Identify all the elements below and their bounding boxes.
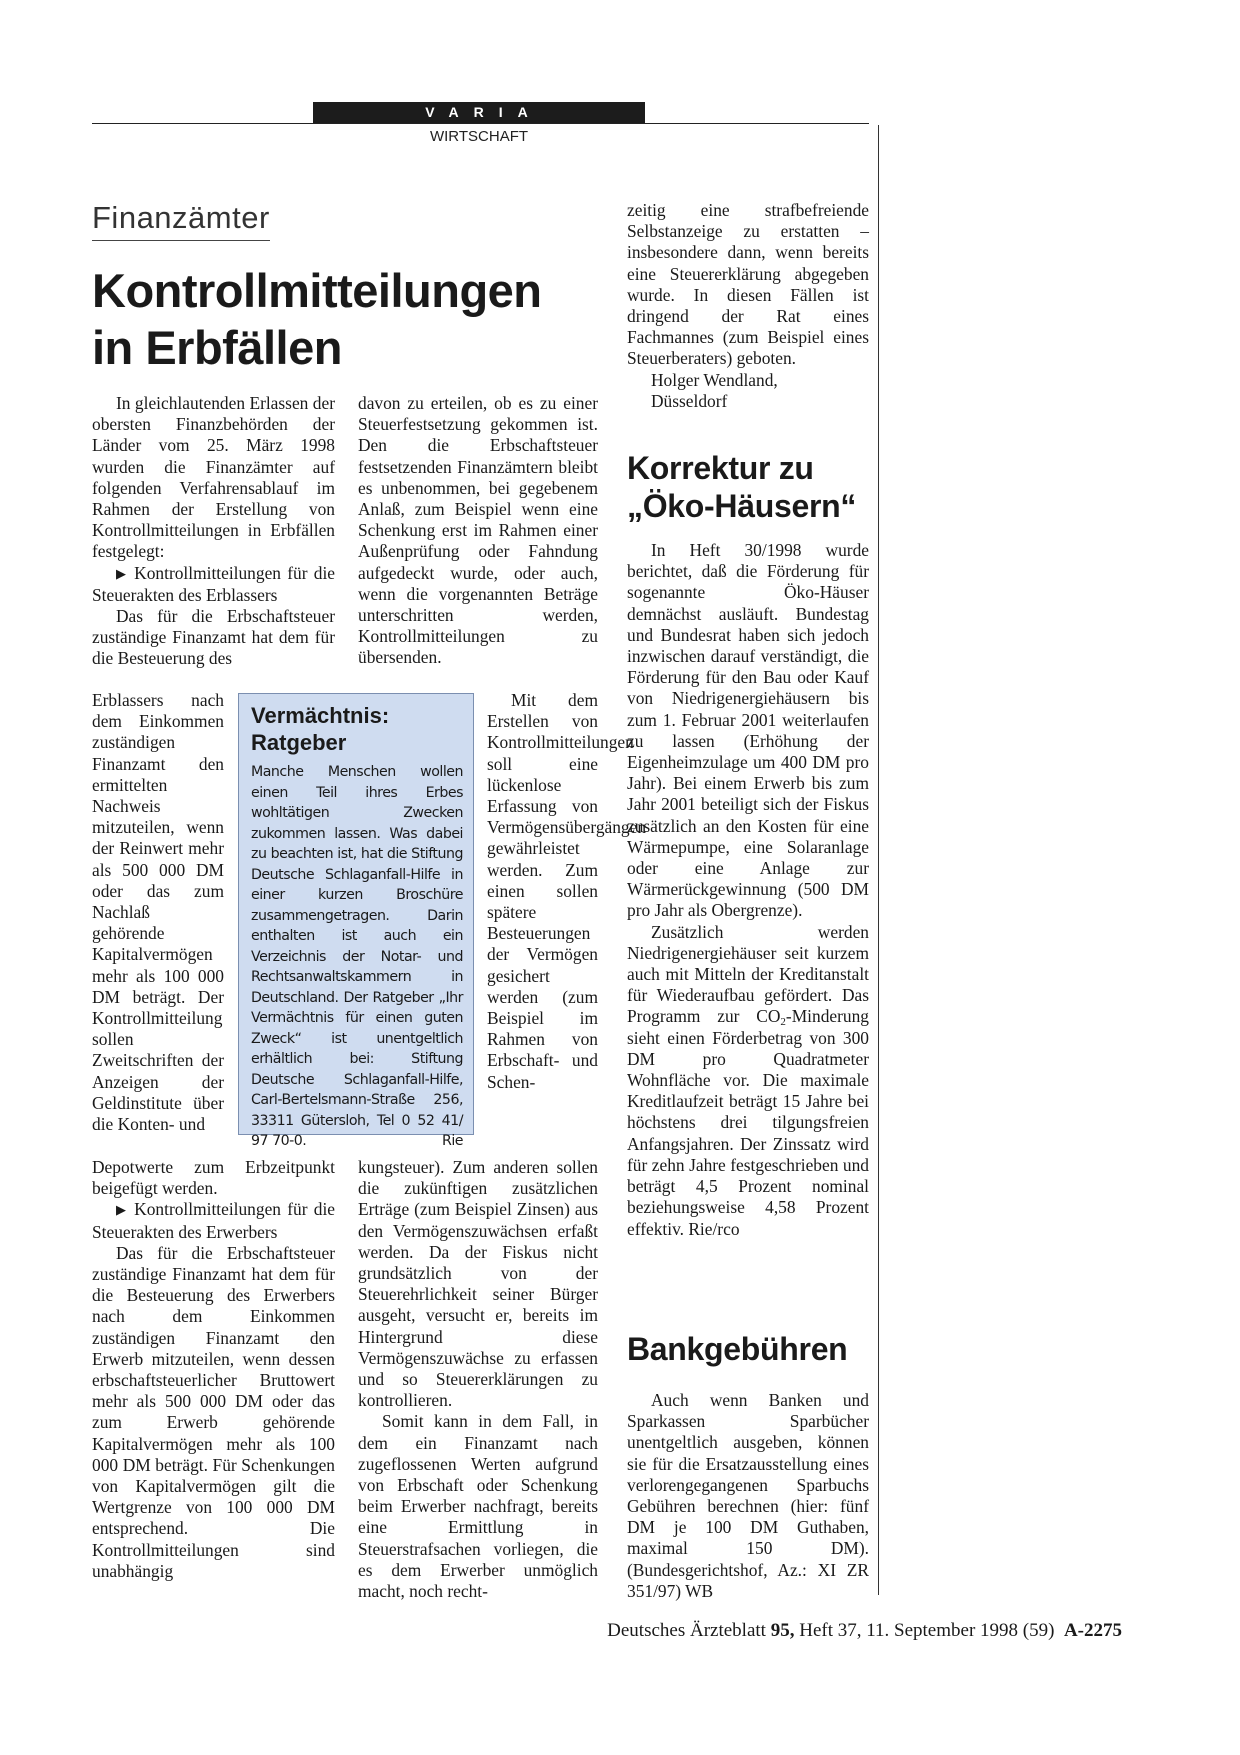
journal-volume: 95,: [770, 1620, 795, 1641]
author-city: Düsseldorf: [651, 390, 728, 411]
bullet-text: Kontrollmitteilungen für die Steuerakten des Erwerbers: [92, 1199, 335, 1242]
paragraph: Das für die Erbschaftsteuer zuständige Finanzamt hat dem für die Besteuerung des: [92, 606, 335, 669]
headline-line-1: Kontrollmitteilungen: [92, 264, 542, 317]
box-body: Manche Menschen wollen einen Teil ihres Erbes wohltätigen Zwecken zukommen lassen. Was dabei zu beachten ist, hat die Stiftung Deutsche Schlaganfall-Hilfe in einer kurzen Broschüre zusammengetragen. Darin enthalten ist auch ein Verzeichnis der Notar- und Rechtsanwaltskammern in Deutschland. Der Ratgeber „Ihr Vermächtnis für einen guten Zweck“ ist unentgeltlich erhältlich bei: Stiftung Deutsche Schlaganfall-Hilfe, Carl-Bertelsmann-Straße 256, 33311 Gütersloh, Tel 0 52 41/ 97 70-0.: [251, 764, 463, 1149]
box-title-line-2: Ratgeber: [251, 730, 347, 755]
headline-line-2: in Erbfällen: [92, 321, 342, 374]
column-2-bottom: [358, 1157, 598, 1602]
p2-part-b: -Minderung sieht einen Förderbetrag von 300 DM pro Quadratmeter Wohnfläche vor. Die maximale Kreditlaufzeit beträgt 15 Jahre bei höchstens drei tilgungsfreien Anfangsjahren. Der Zinssatz wird für zehn Jahre festgeschrieben und beträgt 4,5 Prozent nominal beziehungsweise 4,58 Prozent effektiv. Rie/rco: [627, 1006, 869, 1239]
paragraph: kungsteuer). Zum anderen sollen die zukünftigen zusätzlichen Erträge (zum Beispiel Zinsen) aus den Vermögenszuwächsen erfaßt werden. Da der Fiskus nicht grundsätzlich von der Steuerehrlichkeit seiner Bürger ausgeht, versucht er, bereits im Hintergrund diese Vermögenszuwächse zu erfassen und so Steuererklärungen zu kontrollieren.: [358, 1157, 598, 1411]
triangle-right-icon: ▶: [116, 565, 128, 581]
header-rule: [92, 123, 869, 124]
column-2-top: [358, 393, 598, 669]
bullet-text: Kontrollmitteilungen für die Steuerakten des Erblassers: [92, 562, 335, 605]
article-2-headline: [627, 449, 877, 525]
column-1-bottom: [92, 1157, 335, 1582]
paragraph: Mit dem Erstellen von Kontrollmitteilungen soll eine lückenlose Erfassung von Vermögensübergängen gewährleistet werden. Zum einen sollen spätere Besteuerungen der Vermögen gesichert werden (zum Beispiel im Rahmen von Erbschaft- und Schen-: [487, 690, 647, 1092]
page-number: A-2275: [1063, 1620, 1122, 1641]
box-title-line-1: Vermächtnis:: [251, 703, 390, 728]
box-sign: Rie: [441, 1133, 463, 1149]
column-rule: [878, 125, 879, 1595]
subscript: 2: [780, 1016, 786, 1029]
author-name: Holger Wendland,: [651, 369, 778, 390]
paragraph: Erblassers nach dem Einkommen zuständigen Finanzamt den ermittelten Nachweis mitzuteilen, wenn der Reinwert mehr als 500 000 DM oder das zum Nachlaß gehörende Kapitalvermögen mehr als 100 000 DM beträgt. Der Kontrollmitteilung sollen Zweitschriften der Anzeigen der Geldinstitute über die Konten- und: [92, 690, 224, 1135]
article-3-headline: Bankgebühren: [627, 1331, 848, 1367]
paragraph: zeitig eine strafbefreiende Selbstanzeige zu erstatten – insbesondere dann, wenn bereits eine Steuererklärung abgegeben wurde. In diesen Fällen ist dringend der Rat eines Fachmannes (zum Beispiel eines Steuerberaters) geboten.: [627, 200, 869, 369]
paragraph: [627, 922, 869, 1240]
paragraph: Das für die Erbschaftsteuer zuständige Finanzamt hat dem für die Besteuerung des Erwerbers nach dem Einkommen zuständigen Finanzamt den Erwerb mitzuteilen, wenn dessen erbschaftsteuerlicher Bruttowert mehr als 500 000 DM oder das zum Erwerb gehörende Kapitalvermögen mehr als 100 000 DM beträgt. Für Schenkungen von Kapitalvermögen gilt die Wertgrenze von 100 000 DM entsprechend. Die Kontrollmitteilungen sind unabhängig: [92, 1242, 335, 1581]
article-3-body: [627, 1390, 869, 1602]
header-label: VARIA: [313, 102, 645, 123]
article-headline: [92, 262, 612, 376]
paragraph: In Heft 30/1998 wurde berichtet, daß die Förderung für sogenannte Öko-Häuser demnächst ausläuft. Bundestag und Bundesrat haben sich jedoch inzwischen darauf verständigt, die Förderung für den Bau oder Kauf von Niedrigenergiehäusern bis zum 1. Februar 2001 weiterlaufen zu lassen (Erhöhung der Eigenheimzulage um 400 DM pro Jahr). Bei einem Erwerb bis zum Jahr 2001 beteiligt sich der Fiskus zusätzlich an den Kosten für eine Wärmepumpe, eine Solaranlage oder eine Anlage zur Wärmerückgewinnung (500 DM pro Jahr als Obergrenze).: [627, 540, 869, 921]
paragraph: Somit kann in dem Fall, in dem ein Finanzamt nach zugeflossenen Werten aufgrund von Erbschaft oder Schenkung beim Erwerber nachfragt, bereits eine Ermittlung in Steuerstrafsachen vorliegen, die es dem Erwerber unmöglich macht, noch recht-: [358, 1411, 598, 1602]
section-title: WIRTSCHAFT: [429, 128, 529, 145]
p2-part-a: Zusätzlich werden Niedrigenergiehäuser seit kurzem auch mit Mitteln der Kreditanstalt für Wiederaufbau gefördert. Das Programm zur CO: [627, 921, 869, 1027]
sidebar-box-title: [251, 702, 463, 756]
column-3-top: [627, 200, 869, 412]
column-1-top: [92, 393, 335, 670]
headline-line-1: Korrektur zu: [627, 450, 814, 486]
sidebar-box-text: [251, 762, 463, 1152]
triangle-right-icon: ▶: [116, 1202, 128, 1218]
journal-name: Deutsches Ärzteblatt: [607, 1620, 766, 1641]
paragraph: Depotwerte zum Erbzeitpunkt beigefügt werden.: [92, 1157, 335, 1199]
sidebar-box: [238, 693, 474, 1149]
paragraph: davon zu erteilen, ob es zu einer Steuerfestsetzung gekommen ist. Den die Erbschaftsteuer festsetzenden Finanzämtern bleibt es unbenommen, bei gegebenem Anlaß, zum Beispiel wenn eine Schenkung erst im Rahmen einer Außenprüfung oder Fahndung aufgedeckt wurde, oder auch, wenn die vorgenannten Beträge unterschritten werden, Kontrollmitteilungen zu übersenden.: [358, 393, 598, 668]
article-kicker: Finanzämter: [92, 200, 270, 241]
paragraph: In gleichlautenden Erlassen der obersten Finanzbehörden der Länder vom 25. März 1998 wurden die Finanzämter auf folgenden Verfahrensablauf im Rahmen der Erstellung von Kontrollmitteilungen in Erbfällen festgelegt:: [92, 393, 335, 562]
journal-issue: Heft 37, 11. September 1998 (59): [799, 1620, 1055, 1641]
page-footer: [607, 1620, 1122, 1642]
bullet-item: [92, 563, 335, 606]
column-2-wrap: [487, 690, 647, 1093]
paragraph: Auch wenn Banken und Sparkassen Sparbücher unentgeltlich ausgeben, können sie für die Ersatzausstellung eines verlorengegangenen Sparbuchs Gebühren berechnen (hier: fünf DM je 100 DM Guthaben, maximal 150 DM). (Bundesgerichtshof, Az.: XI ZR 351/97) WB: [627, 1390, 869, 1601]
column-1-wrap: [92, 690, 224, 1135]
article-2-body: [627, 540, 869, 1240]
headline-line-2: „Öko-Häusern“: [627, 488, 857, 524]
bullet-item: [92, 1199, 335, 1242]
